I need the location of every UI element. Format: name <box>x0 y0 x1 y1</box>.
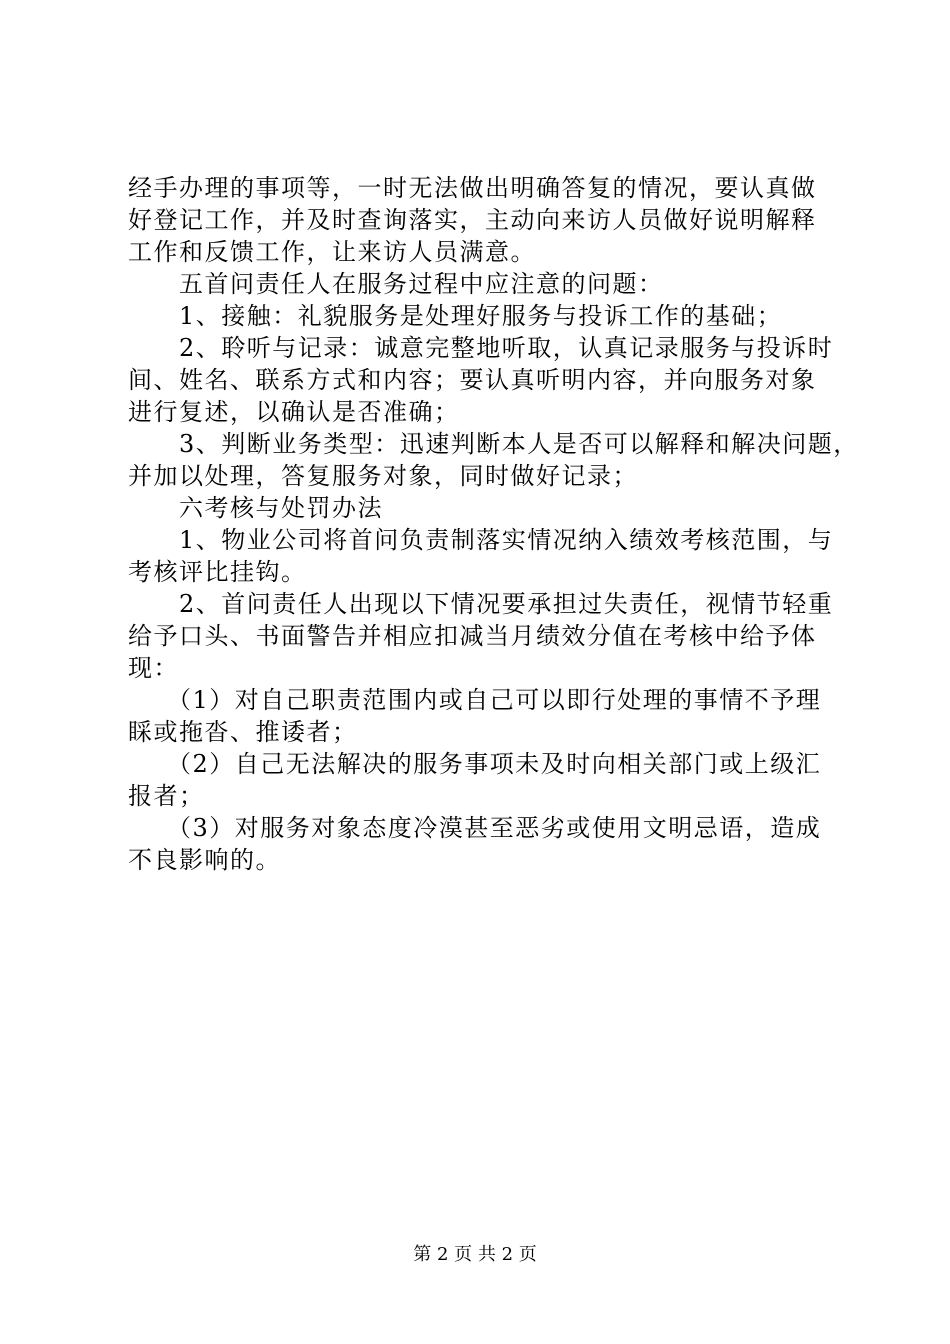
text-line: 不良影响的。 <box>128 846 281 874</box>
page-number-footer: 第 2 页 共 2 页 <box>413 1244 537 1265</box>
text-line: （2）自己无法解决的服务事项未及时向相关部门或上级汇 <box>128 750 822 778</box>
text-line: 睬或拖沓、推诿者； <box>128 718 358 746</box>
text-line: 工作和反馈工作，让来访人员满意。 <box>128 238 536 266</box>
section-heading: 五首问责任人在服务过程中应注意的问题： <box>128 270 664 298</box>
text-line: 3、判断业务类型：迅速判断本人是否可以解释和解决问题， <box>128 430 859 458</box>
text-line: 2、首问责任人出现以下情况要承担过失责任，视情节轻重 <box>128 590 834 618</box>
text-line: 现： <box>128 654 179 682</box>
text-line: 进行复述，以确认是否准确； <box>128 398 460 426</box>
text-line: 2、聆听与记录：诚意完整地听取，认真记录服务与投诉时 <box>128 334 834 362</box>
text-line: 经手办理的事项等，一时无法做出明确答复的情况，要认真做 <box>128 174 817 202</box>
text-line: （1）对自己职责范围内或自己可以即行处理的事情不予理 <box>128 686 822 714</box>
text-line: 好登记工作，并及时查询落实，主动向来访人员做好说明解释 <box>128 206 817 234</box>
text-line: 间、姓名、联系方式和内容；要认真听明内容，并向服务对象 <box>128 366 817 394</box>
text-line: 报者； <box>128 782 205 810</box>
text-line: （3）对服务对象态度冷漠甚至恶劣或使用文明忌语，造成 <box>128 814 822 842</box>
text-line: 并加以处理，答复服务对象，同时做好记录； <box>128 462 638 490</box>
section-heading: 六考核与处罚办法 <box>128 494 383 522</box>
text-line: 1、物业公司将首问负责制落实情况纳入绩效考核范围，与 <box>128 526 834 554</box>
text-line: 1、接触：礼貌服务是处理好服务与投诉工作的基础； <box>128 302 783 330</box>
text-line: 考核评比挂钩。 <box>128 558 307 586</box>
text-line: 给予口头、书面警告并相应扣减当月绩效分值在考核中给予体 <box>128 622 817 650</box>
